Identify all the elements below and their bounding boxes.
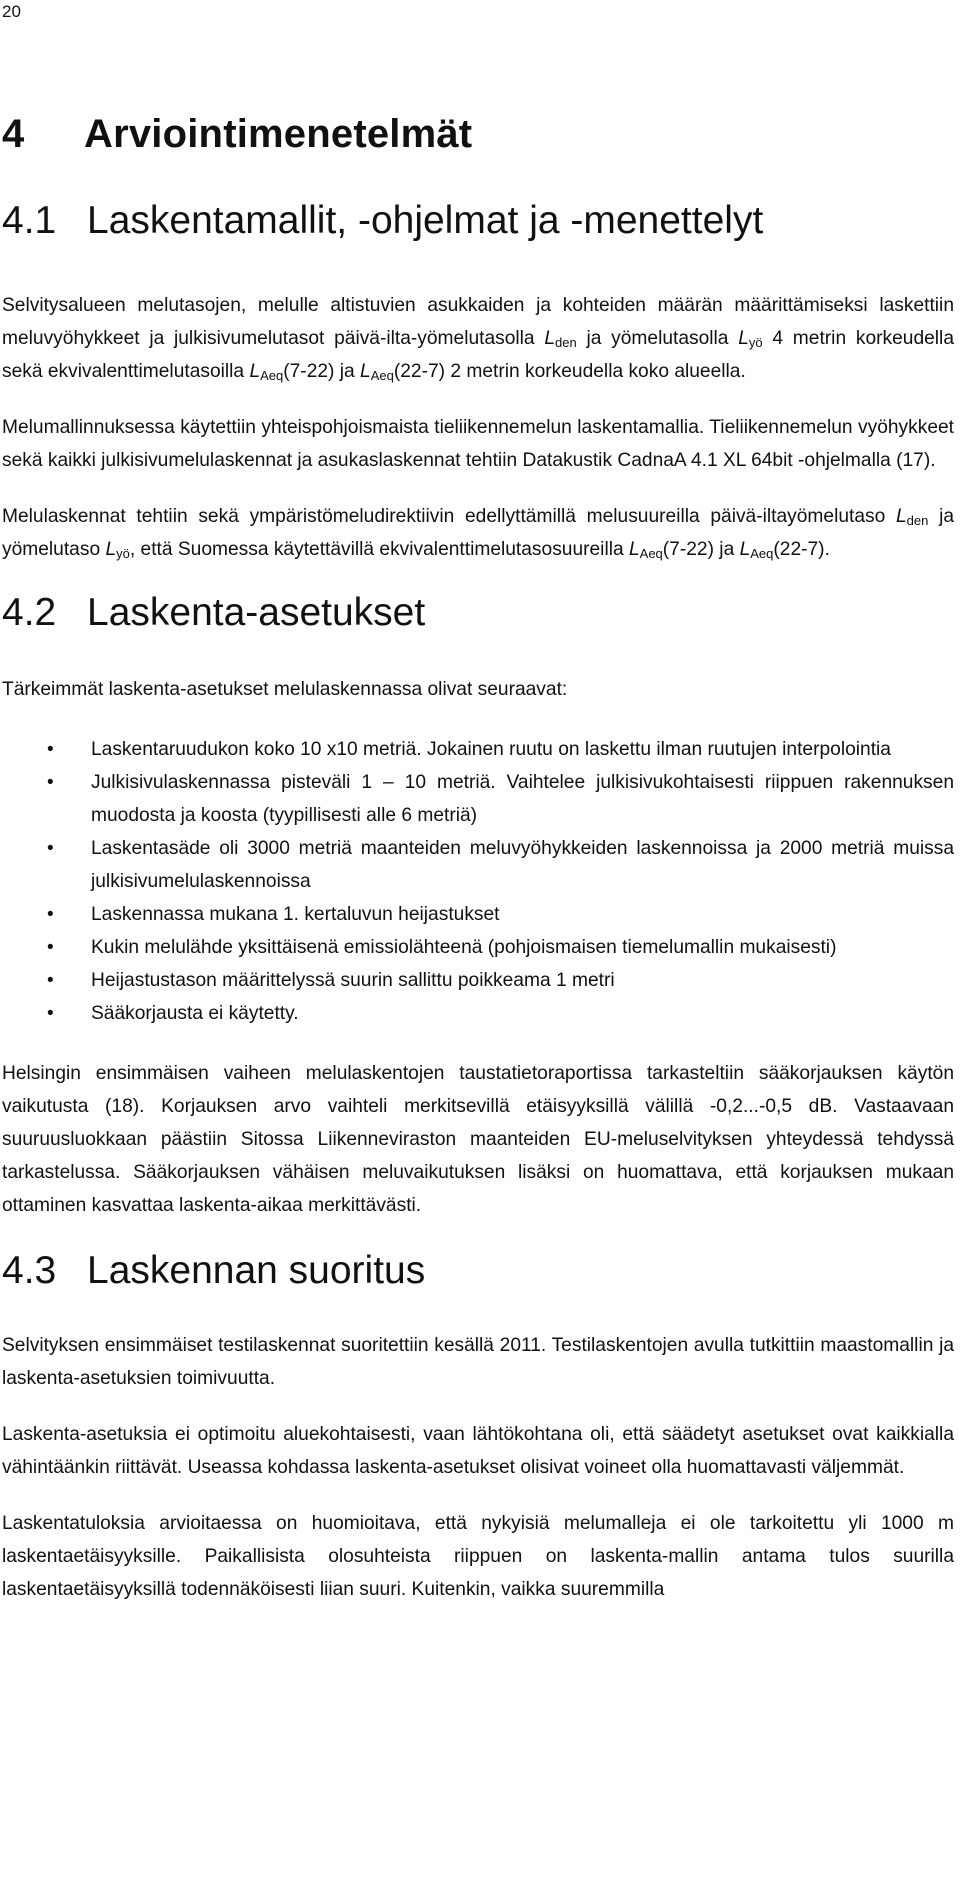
list-item: • Kukin melulähde yksittäisenä emissiolähteenä (pohjoismaisen tiemelumallin mukaisesti)	[2, 931, 954, 964]
section-4-2-title: Laskenta-asetukset	[87, 591, 426, 634]
bullet-icon: •	[47, 838, 54, 859]
chapter-number: 4	[2, 112, 25, 156]
list-item: • Laskentasäde oli 3000 metriä maanteiden meluvyöhykkeiden laskennoissa ja 2000 metriä muissa julkisivumelulaskennoissa	[2, 832, 954, 898]
bullet-icon: •	[47, 772, 54, 793]
settings-bullet-list	[2, 733, 954, 1030]
bullet-icon: •	[47, 970, 54, 991]
page-number: 20	[2, 2, 21, 21]
section-4-3-paragraph-3: Laskentatuloksia arvioitaessa on huomioitava, että nykyisiä melumalleja ei ole tarkoitettu yli 1000 m laskentaetäisyyksille. Paikallisista olosuhteista riippuen on laskenta-mallin antama tulos suurilla laskentaetäisyyksillä todennäköisesti liian suuri. Kuitenkin, vaikka suuremmilla	[2, 1513, 954, 1600]
list-item: • Heijastustason määrittelyssä suurin sallittu poikkeama 1 metri	[2, 964, 954, 997]
section-4-3-heading	[2, 1249, 954, 1293]
section-4-3-number: 4.3	[2, 1249, 57, 1292]
section-4-1-title: Laskentamallit, -ohjelmat ja -menettelyt	[87, 199, 764, 242]
section-4-1-heading	[2, 199, 954, 243]
bullet-icon: •	[47, 1003, 54, 1024]
bullet-icon: •	[47, 904, 54, 925]
bullet-icon: •	[47, 739, 54, 760]
section-4-3-paragraph-2: Laskenta-asetuksia ei optimoitu aluekohtaisesti, vaan lähtökohtana oli, että säädetyt asetukset ovat kaikkialla vähintäänkin riittävät. Useassa kohdassa laskenta-asetukset olisivat voineet olla huomattavasti väljemmät.	[2, 1424, 954, 1478]
list-item: • Laskennassa mukana 1. kertaluvun heijastukset	[2, 898, 954, 931]
section-4-2-number: 4.2	[2, 591, 57, 634]
section-4-1-number: 4.1	[2, 199, 57, 242]
section-4-1-paragraph-3: Melulaskennat tehtiin sekä ympäristömeludirektiivin edellyttämillä melusuureilla päivä-iltayömelutaso $L_{den}$ ja yömelutaso $L_{yö}$, että Suomessa käytettävillä ekvivalenttimelutasosuureilla $L_{Aeq}(7-22)$ ja $L_{Aeq}(22-7)$.	[2, 506, 954, 561]
section-4-1-paragraph-2: Melumallinnuksessa käytettiin yhteispohjoismaista tieliikennemelun laskentamallia. Tieliikennemelun vyöhykkeet sekä kaikki julkisivumelulaskennat ja asukaslaskennat tehtiin Datakustik CadnaA 4.1 XL 64bit -ohjelmalla (17).	[2, 417, 954, 471]
section-4-3-paragraph-1: Selvityksen ensimmäiset testilaskennat suoritettiin kesällä 2011. Testilaskentojen avulla tutkittiin maastomallin ja laskenta-asetuksien toimivuutta.	[2, 1335, 954, 1389]
section-4-2-heading	[2, 591, 954, 635]
page-content	[2, 112, 954, 1606]
section-4-2-intro: Tärkeimmät laskenta-asetukset melulaskennassa olivat seuraavat:	[2, 679, 568, 700]
list-item: • Laskentaruudukon koko 10 x10 metriä. Jokainen ruutu on laskettu ilman ruutujen interpolointia	[2, 733, 954, 766]
section-4-2-paragraph: Helsingin ensimmäisen vaiheen melulaskentojen taustatietoraportissa tarkasteltiin sääkorjauksen käytön vaikutusta (18). Korjauksen arvo vaihteli merkitsevillä etäisyyksillä välillä -0,2...-0,5 dB. Vastaavaan suuruusluokkaan päästiin Sitossa Liikenneviraston maanteiden EU-meluselvityksen yhteydessä tehdyssä tarkastelussa. Sääkorjauksen vähäisen meluvaikutuksen lisäksi on huomattava, että korjauksen mukaan ottaminen kasvattaa laskenta-aikaa merkittävästi.	[2, 1063, 954, 1216]
chapter-title: Arviointimenetelmät	[84, 112, 473, 156]
list-item: • Julkisivulaskennassa pisteväli 1 – 10 metriä. Vaihtelee julkisivukohtaisesti riippuen rakennuksen muodosta ja koosta (tyypillisesti alle 6 metriä)	[2, 766, 954, 832]
section-4-1-paragraph-1: Selvitysalueen melutasojen, melulle altistuvien asukkaiden ja kohteiden määrän määrittämiseksi laskettiin meluvyöhykkeet ja julkisivumelutasot päivä-ilta-yömelutasolla $L_{den}$ ja yömelutasolla $L_{yö}$ 4 metrin korkeudella sekä ekvivalenttimelutasoilla $L_{Aeq}(7-22)$ ja $L_{Aeq}(22-7)$ 2 metrin korkeudella koko alueella.	[2, 295, 954, 383]
chapter-heading	[2, 112, 954, 157]
bullet-icon: •	[47, 937, 54, 958]
list-item: • Sääkorjausta ei käytetty.	[2, 997, 954, 1030]
section-4-3-title: Laskennan suoritus	[87, 1249, 426, 1292]
